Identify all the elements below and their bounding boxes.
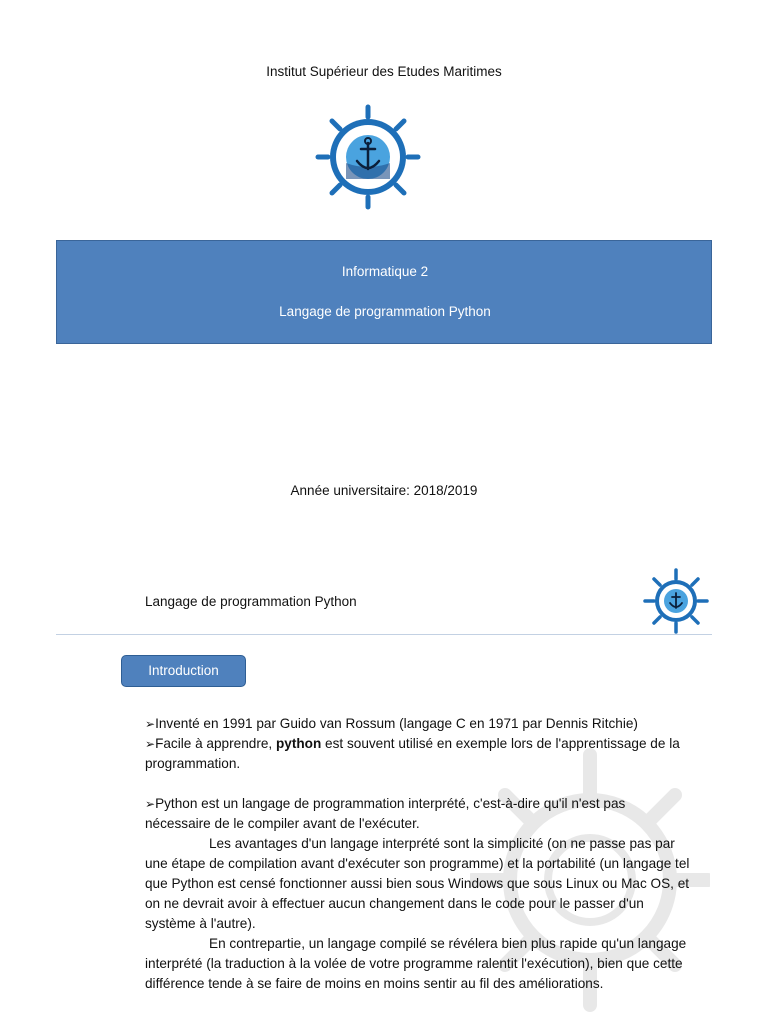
- bullet-item: ➢Facile à apprendre, python est souvent utilisé en exemple lors de l'apprentissage de la programmation.: [145, 736, 680, 771]
- academic-year: Année universitaire: 2018/2019: [290, 483, 478, 498]
- title-banner: [56, 240, 712, 344]
- ship-wheel-anchor-logo: [303, 103, 433, 211]
- bullet-item: ➢Python est un langage de programmation interprété, c'est-à-dire qu'il n'est pas nécessaire de le compiler avant de l'exécuter.: [145, 796, 626, 831]
- header-divider: [56, 634, 712, 635]
- bullet-item: ➢Inventé en 1991 par Guido van Rossum (langage C en 1971 par Dennis Ritchie): [145, 716, 638, 731]
- page-header-title: Langage de programmation Python: [145, 594, 357, 609]
- institute-name: Institut Supérieur des Etudes Maritimes: [266, 64, 502, 79]
- paragraph: En contrepartie, un langage compilé se révélera bien plus rapide qu'un langage interprété (la traduction à la volée de votre programme ralentit l'exécution), bien que cette différence tende à se faire de moins en moins sentir au fil des améliorations.: [145, 936, 687, 991]
- ship-wheel-anchor-logo: [643, 568, 709, 634]
- introduction-body: [145, 714, 690, 994]
- course-title: Informatique 2: [341, 264, 429, 279]
- arrow-bullet-icon: ➢: [145, 717, 156, 731]
- arrow-bullet-icon: ➢: [145, 797, 156, 811]
- section-label-introduction: Introduction: [121, 655, 246, 687]
- arrow-bullet-icon: ➢: [145, 737, 156, 751]
- subject-title: Langage de programmation Python: [279, 304, 491, 319]
- paragraph: Les avantages d'un langage interprété sont la simplicité (on ne passe pas par une étape de compilation avant d'exécuter son programme) et la portabilité (un langage tel que Python est censé fonctionner aussi bien sous Windows que sous Linux ou Mac OS, et on ne devrait avoir à effectuer aucun changement dans le code pour le passer d'un système à l'autre).: [145, 836, 690, 931]
- python-keyword: python: [275, 736, 322, 751]
